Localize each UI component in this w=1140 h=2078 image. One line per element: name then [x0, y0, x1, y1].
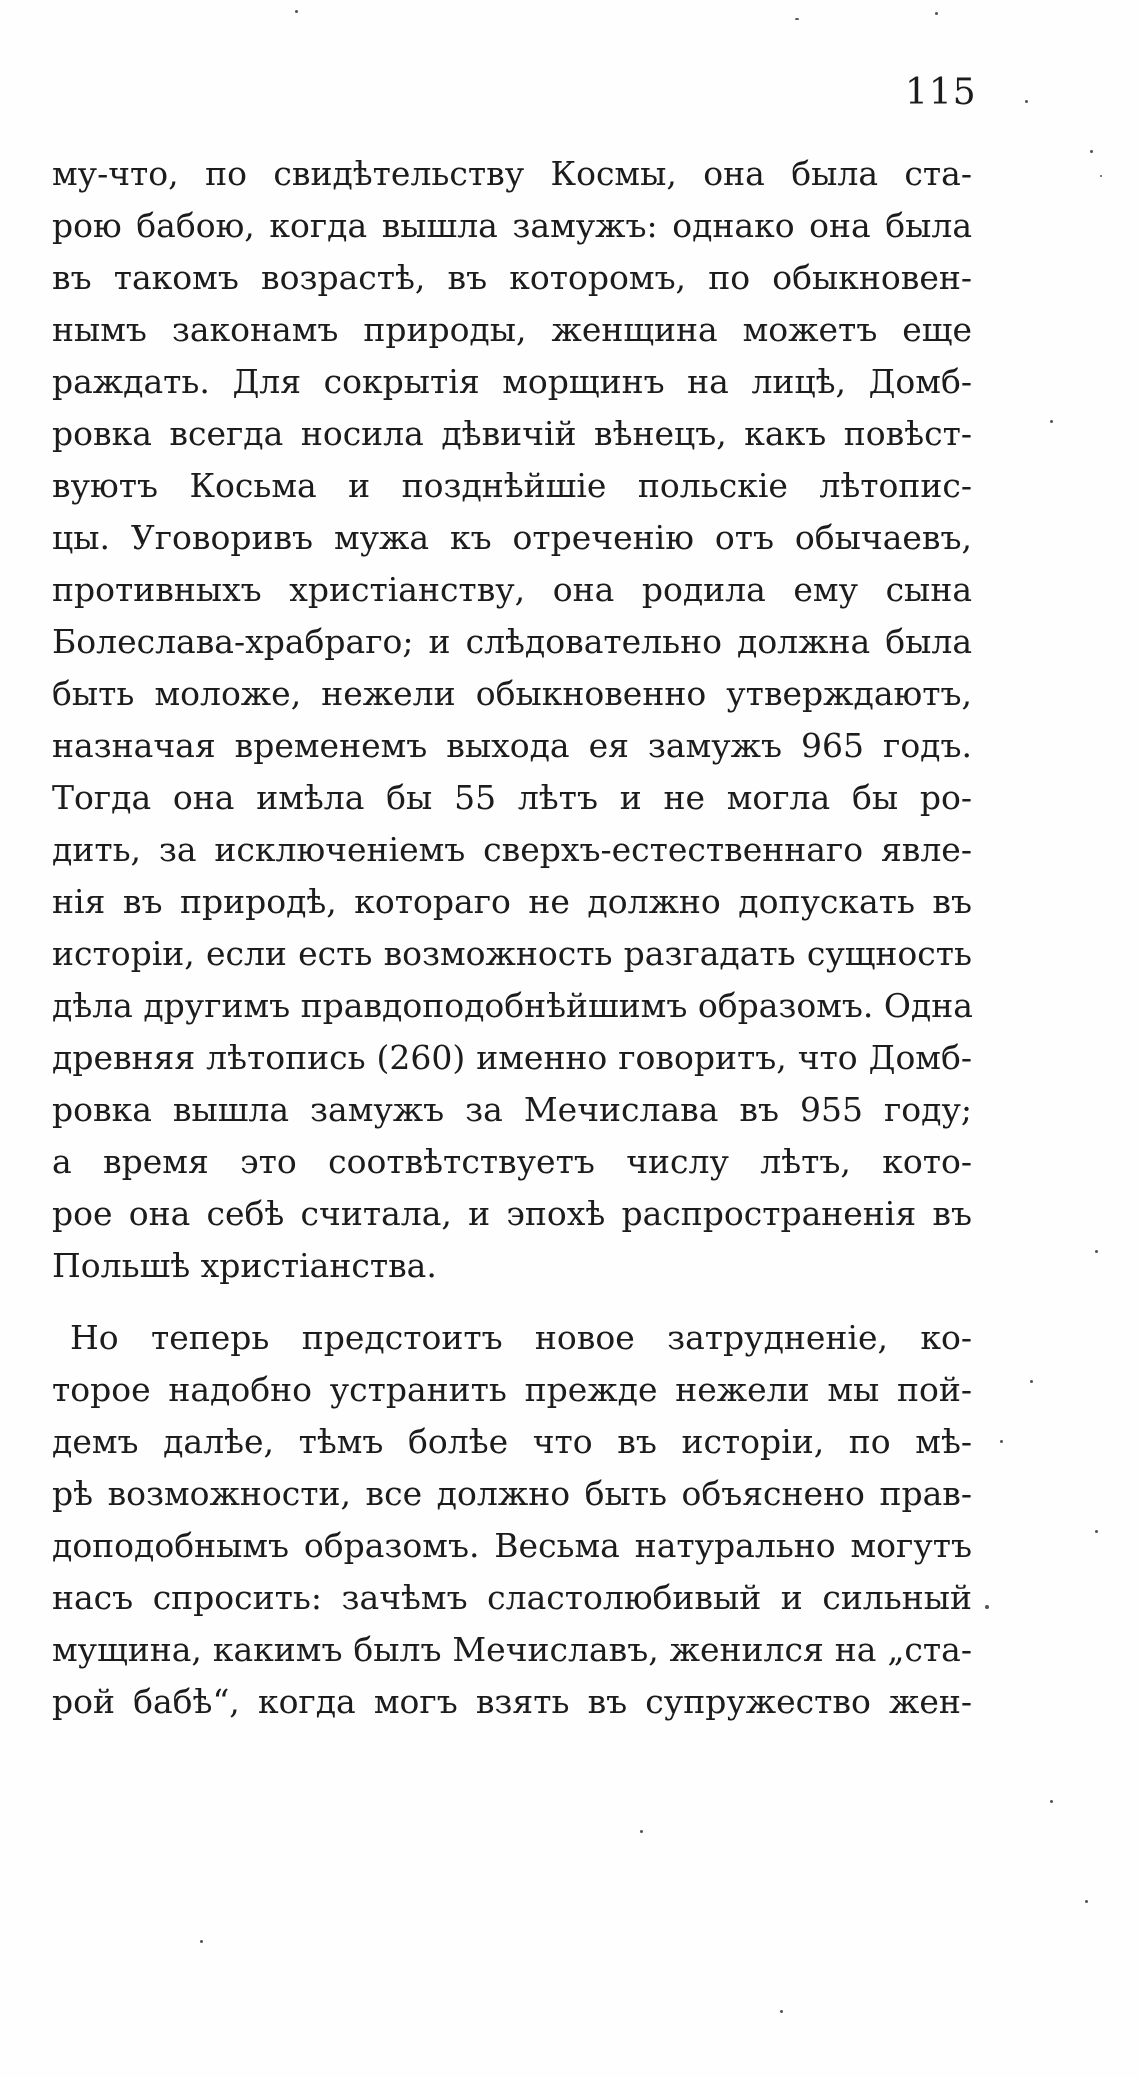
text-line: Болеслава-храбраго; и слѣдовательно должна была — [52, 622, 972, 661]
text-line: назначая временемъ выхода ея замужъ 965 годъ. — [52, 726, 972, 765]
text-line: вуютъ Косьма и позднѣйшіе польскіе лѣтопис- — [52, 466, 972, 505]
text-line: а время это соотвѣтствуетъ числу лѣтъ, кото- — [52, 1142, 972, 1181]
text-line: нія въ природѣ, котораго не должно допускать въ — [52, 882, 972, 921]
text-line: ровка всегда носила дѣвичій вѣнецъ, какъ повѣст- — [52, 414, 972, 453]
scan-speck — [1000, 1440, 1003, 1443]
scan-speck — [1085, 1900, 1088, 1903]
text-line: Тогда она имѣла бы 55 лѣтъ и не могла бы ро- — [52, 778, 972, 817]
text-line: рое она себѣ считала, и эпохѣ распространенія въ — [52, 1194, 972, 1233]
text-line: Но теперь предстоитъ новое затрудненіе, ко- — [70, 1318, 972, 1357]
text-line: ровка вышла замужъ за Мечислава въ 955 году; — [52, 1090, 972, 1129]
text-line: рой бабѣ“, когда могъ взять въ супружество жен- — [52, 1682, 972, 1721]
text-line: въ такомъ возрастѣ, въ которомъ, по обыкновен- — [52, 258, 972, 297]
scan-speck — [795, 18, 799, 20]
scan-speck — [935, 12, 938, 15]
text-line: рѣ возможности, все должно быть объяснено прав- — [52, 1474, 972, 1513]
scan-speck — [1050, 420, 1053, 423]
scan-speck — [640, 1830, 643, 1833]
text-line: рою бабою, когда вышла замужъ: однако она была — [52, 206, 972, 245]
text-line: дить, за исключеніемъ сверхъ-естественнаго явле- — [52, 830, 972, 869]
scan-speck — [295, 10, 298, 13]
scan-speck — [780, 2010, 783, 2013]
text-line: Польшѣ христіанства. — [52, 1246, 437, 1285]
scan-speck — [985, 1605, 989, 1609]
scan-speck — [1050, 1800, 1053, 1803]
text-line: му-что, по свидѣтельству Космы, она была ста- — [52, 154, 972, 193]
scan-speck — [1095, 1250, 1098, 1253]
text-line: доподобнымъ образомъ. Весьма натурально могутъ — [52, 1526, 972, 1565]
text-line: нымъ законамъ природы, женщина можетъ еще — [52, 310, 972, 349]
page-number: 115 — [905, 72, 977, 113]
text-line: противныхъ христіанству, она родила ему сына — [52, 570, 972, 609]
text-line: древняя лѣтопись (260) именно говоритъ, что Домб- — [52, 1038, 972, 1077]
scan-speck — [200, 1940, 203, 1943]
text-line: насъ спросить: зачѣмъ сластолюбивый и сильный — [52, 1578, 972, 1617]
text-line: цы. Уговоривъ мужа къ отреченію отъ обычаевъ, — [52, 518, 972, 557]
text-line: дѣла другимъ правдоподобнѣйшимъ образомъ. Одна — [52, 986, 973, 1025]
body-text — [52, 148, 972, 1728]
text-line: исторіи, если есть возможность разгадать сущность — [52, 934, 972, 973]
scan-speck — [1030, 1380, 1033, 1383]
scan-speck — [1100, 175, 1102, 177]
text-line: демъ далѣе, тѣмъ болѣе что въ исторіи, по мѣ- — [52, 1422, 972, 1461]
scan-speck — [1090, 150, 1093, 153]
text-line: мущина, какимъ былъ Мечиславъ, женился на „ста- — [52, 1630, 972, 1669]
text-line: раждать. Для сокрытія морщинъ на лицѣ, Домб- — [52, 362, 972, 401]
text-line: быть моложе, нежели обыкновенно утверждаютъ, — [52, 674, 972, 713]
text-line: торое надобно устранить прежде нежели мы пой- — [52, 1370, 972, 1409]
scan-speck — [1095, 1530, 1098, 1533]
scan-speck — [1025, 100, 1028, 103]
